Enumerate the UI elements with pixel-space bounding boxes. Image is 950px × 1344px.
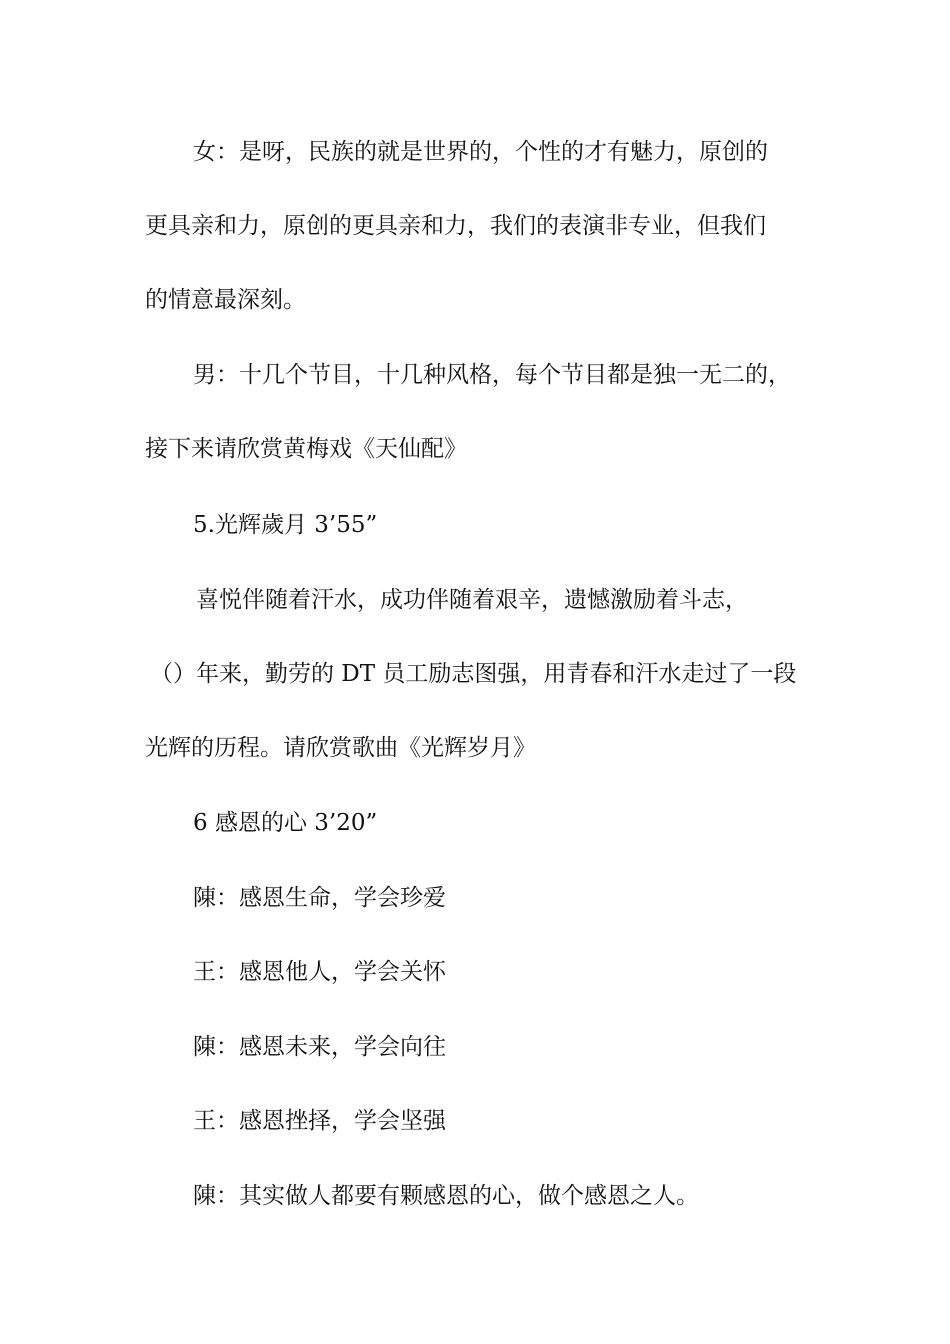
dialogue-line: 陳：其实做人都要有颗感恩的心，做个感恩之人。 (193, 1183, 699, 1209)
dialogue-line: 陳：感恩未来，学会向往 (193, 1034, 446, 1060)
dialogue-line: 陳：感恩生命，学会珍爱 (193, 885, 446, 911)
section-heading: 6 感恩的心 3’20” (193, 810, 378, 836)
dialogue-line: 王：感恩挫择，学会坚强 (193, 1108, 446, 1134)
paragraph-line: 光辉的历程。请欣赏歌曲《光辉岁月》 (145, 735, 536, 761)
paragraph-line: 女：是呀，民族的就是世界的，个性的才有魅力，原创的 (193, 139, 768, 165)
section-heading: 5.光辉歲月 3’55” (193, 512, 378, 538)
paragraph-line: 男：十几个节目，十几种风格，每个节目都是独一无二的， (193, 362, 791, 388)
paragraph-line: 接下来请欣赏黄梅戏《天仙配》 (145, 436, 467, 462)
dialogue-line: 王：感恩他人，学会关怀 (193, 959, 446, 985)
paragraph-line: 更具亲和力，原创的更具亲和力，我们的表演非专业，但我们 (145, 213, 766, 239)
paragraph-line: 喜悦伴随着汗水，成功伴随着艰辛，遗憾激励着斗志， (196, 587, 748, 613)
paragraph-line: 的情意最深刻。 (145, 287, 306, 313)
paragraph-line: （）年来，勤劳的 DT 员工励志图强，用青春和汗水走过了一段 (150, 661, 797, 687)
